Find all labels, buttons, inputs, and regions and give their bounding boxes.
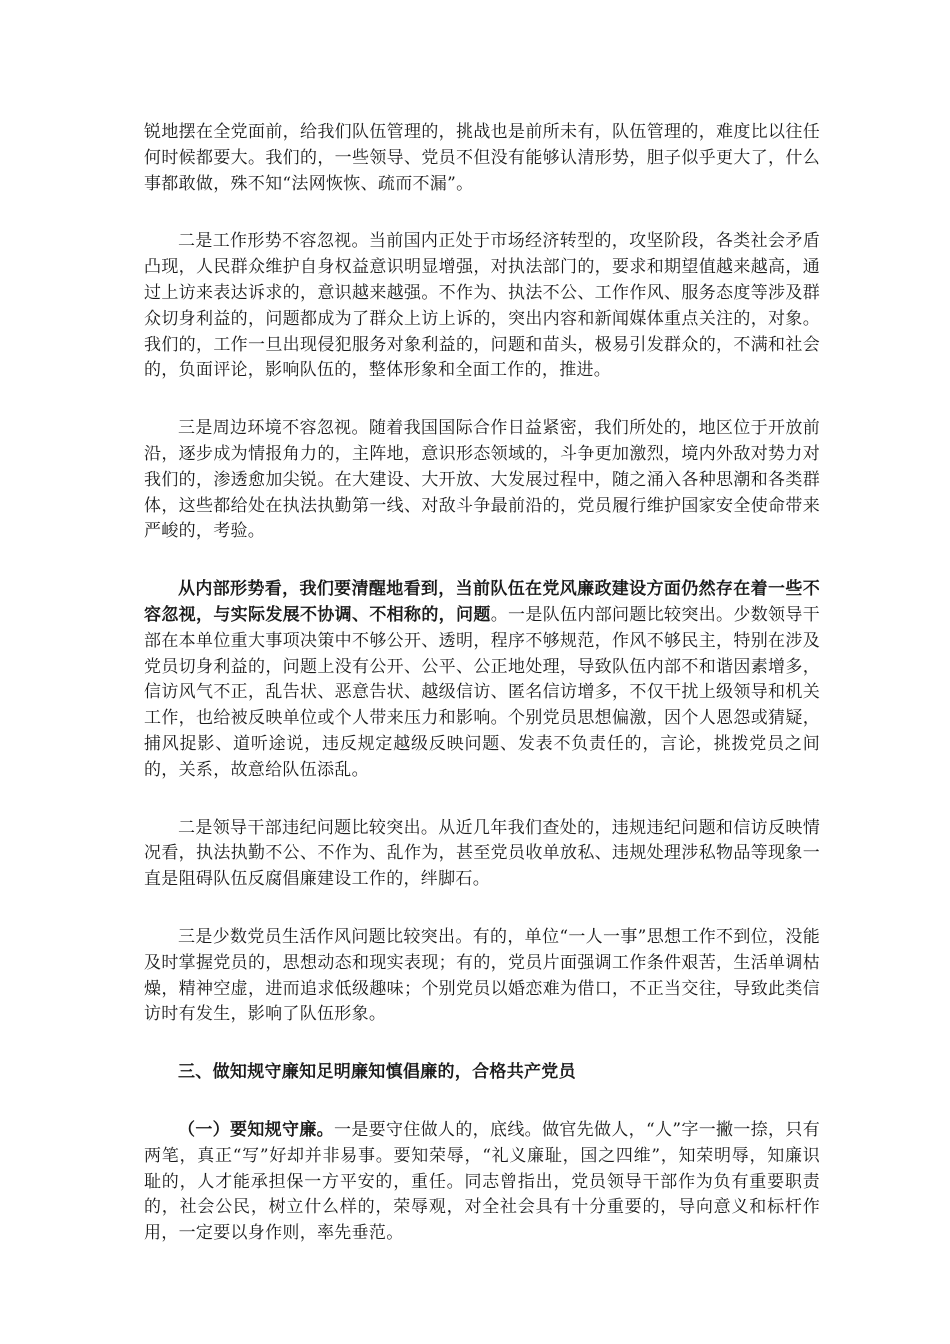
paragraph-threat-continuation [144,120,820,197]
paragraph-bold-lead: 从内部形势看，我们要清醒地看到，当前队伍在党风廉政建设方面仍然存在着一些不容忽视，与实际发展不协调、不相称的，问题 [144,579,820,625]
heading-text: 三、做知规守廉知足明廉知慎倡廉的，合格共产党员 [178,1062,576,1083]
paragraph-text: 。一是队伍内部问题比较突出。少数领导干部在本单位重大事项决策中不够公开、透明，程序不够规范，作风不够民主，特别在涉及党员切身利益的，问题上没有公开、公平、公正地处理，导致队伍内部不和谐因素增多，信访风气不正，乱告状、恶意告状、越级信访、匿名信访增多，不仅干扰上级领导和机关工作，也给被反映单位或个人带来压力和影响。个别党员思想偏激，因个人恩怨或猜疑，捕风捉影、道听途说，违反规定越级反映问题、发表不负责任的，言论，挑拨党员之间的，关系，故意给队伍添乱。 [144,604,821,780]
paragraph-internal-situation [144,577,820,783]
paragraph-text: 锐地摆在全党面前，给我们队伍管理的，挑战也是前所未有，队伍管理的，难度比以往任何时候都要大。我们的，一些领导、党员不但没有能够认清形势，胆子似乎更大了，什么事都敢做，殊不知“法网恢恢、疏而不漏”。 [144,122,820,194]
paragraph-text: 三是周边环境不容忽视。随着我国国际合作日益紧密，我们所处的，地区位于开放前沿，逐步成为情报角力的，主阵地，意识形态领域的，斗争更加激烈，境内外敌对势力对我们的，渗透愈加尖锐。在大建设、大开放、大发展过程中，随之涌入各种思潮和各类群体，这些都给处在执法执勤第一线、对敌斗争最前沿的，党员履行维护国家安全使命带来严峻的，考验。 [144,418,820,542]
paragraph-lifestyle-issues [144,925,820,1028]
paragraph-know-rules [144,1118,820,1247]
section-heading [144,1060,820,1086]
document-page [144,120,820,1279]
paragraph-leader-violations [144,816,820,893]
paragraph-text: 三是少数党员生活作风问题比较突出。有的，单位“一人一事”思想工作不到位，没能及时掌握党员的，思想动态和现实表现；有的，党员片面强调工作条件艰苦，生活单调枯燥，精神空虚，进而追求低级趣味；个别党员以婚恋难为借口，不正当交往，导致此类信访时有发生，影响了队伍形象。 [144,926,820,1025]
paragraph-surrounding-environment [144,416,820,545]
paragraph-text: 二是工作形势不容忽视。当前国内正处于市场经济转型的，攻坚阶段，各类社会矛盾凸现，人民群众维护自身权益意识明显增强，对执法部门的，要求和期望值越来越高，通过上访来表达诉求的，意识越来越强。不作为、执法不公、工作作风、服务态度等涉及群众切身利益的，问题都成为了群众上访上诉的，突出内容和新闻媒体重点关注的，对象。我们的，工作一旦出现侵犯服务对象利益的，问题和苗头，极易引发群众的，不满和社会的，负面评论，影响队伍的，整体形象和全面工作的，推进。 [144,231,820,381]
paragraph-work-situation [144,229,820,384]
paragraph-text: 一是要守住做人的，底线。做官先做人，“人”字一撇一捺，只有两笔，真正“写”好却并非易事。要知荣辱，“礼义廉耻，国之四维”，知荣明辱，知廉识耻的，人才能承担保一方平安的，重任。同志曾指出，党员领导干部作为负有重要职责的，社会公民，树立什么样的，荣辱观，对全社会具有十分重要的，导向意义和标杆作用，一定要以身作则，率先垂范。 [144,1119,820,1244]
paragraph-bold-lead: （一）要知规守廉。 [178,1119,334,1140]
paragraph-text: 二是领导干部违纪问题比较突出。从近几年我们查处的，违规违纪问题和信访反映情况看，执法执勤不公、不作为、乱作为，甚至党员收单放私、违规处理涉私物品等现象一直是阻碍队伍反腐倡廉建设工作的，绊脚石。 [144,817,820,890]
